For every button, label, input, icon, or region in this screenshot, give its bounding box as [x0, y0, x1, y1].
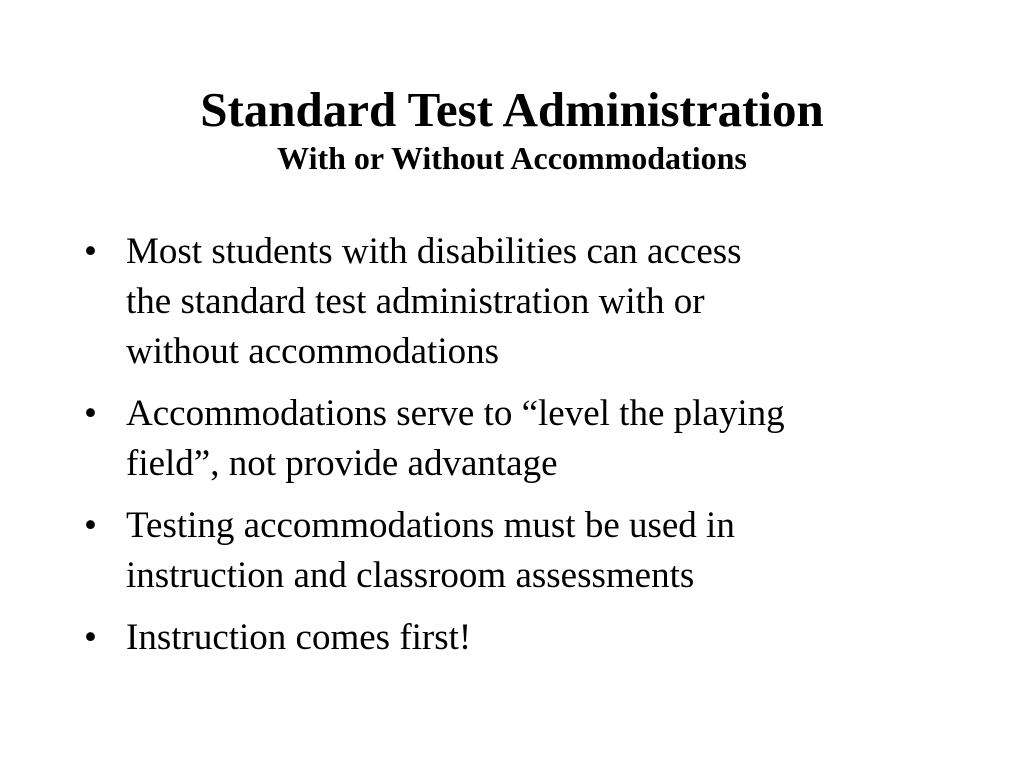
bullet-line: field”, not provide advantage	[126, 443, 558, 484]
bullet-line: without accommodations	[126, 331, 500, 372]
title-block	[0, 82, 1024, 178]
bullet-line: Testing accommodations must be used in	[126, 505, 735, 546]
bullet-text	[126, 613, 964, 663]
bullet-item	[84, 389, 964, 489]
bullet-icon: •	[84, 505, 97, 546]
bullet-text	[126, 501, 964, 601]
slide-subtitle: With or Without Accommodations	[277, 140, 747, 176]
bullet-item	[84, 227, 964, 377]
bullet-line: Accommodations serve to “level the playing	[126, 393, 785, 434]
bullet-item	[84, 501, 964, 601]
bullet-line: instruction and classroom assessments	[126, 555, 695, 596]
bullet-icon: •	[84, 617, 97, 658]
slide-title: Standard Test Administration	[200, 82, 824, 137]
bullet-icon: •	[84, 393, 97, 434]
bullet-line: Instruction comes first!	[126, 617, 472, 658]
bullet-icon: •	[84, 231, 97, 272]
bullet-line: Most students with disabilities can access	[126, 231, 742, 272]
bullet-text	[126, 389, 964, 489]
bullet-list	[84, 227, 964, 675]
bullet-text	[126, 227, 964, 377]
bullet-item	[84, 613, 964, 663]
bullet-line: the standard test administration with or	[126, 281, 705, 322]
